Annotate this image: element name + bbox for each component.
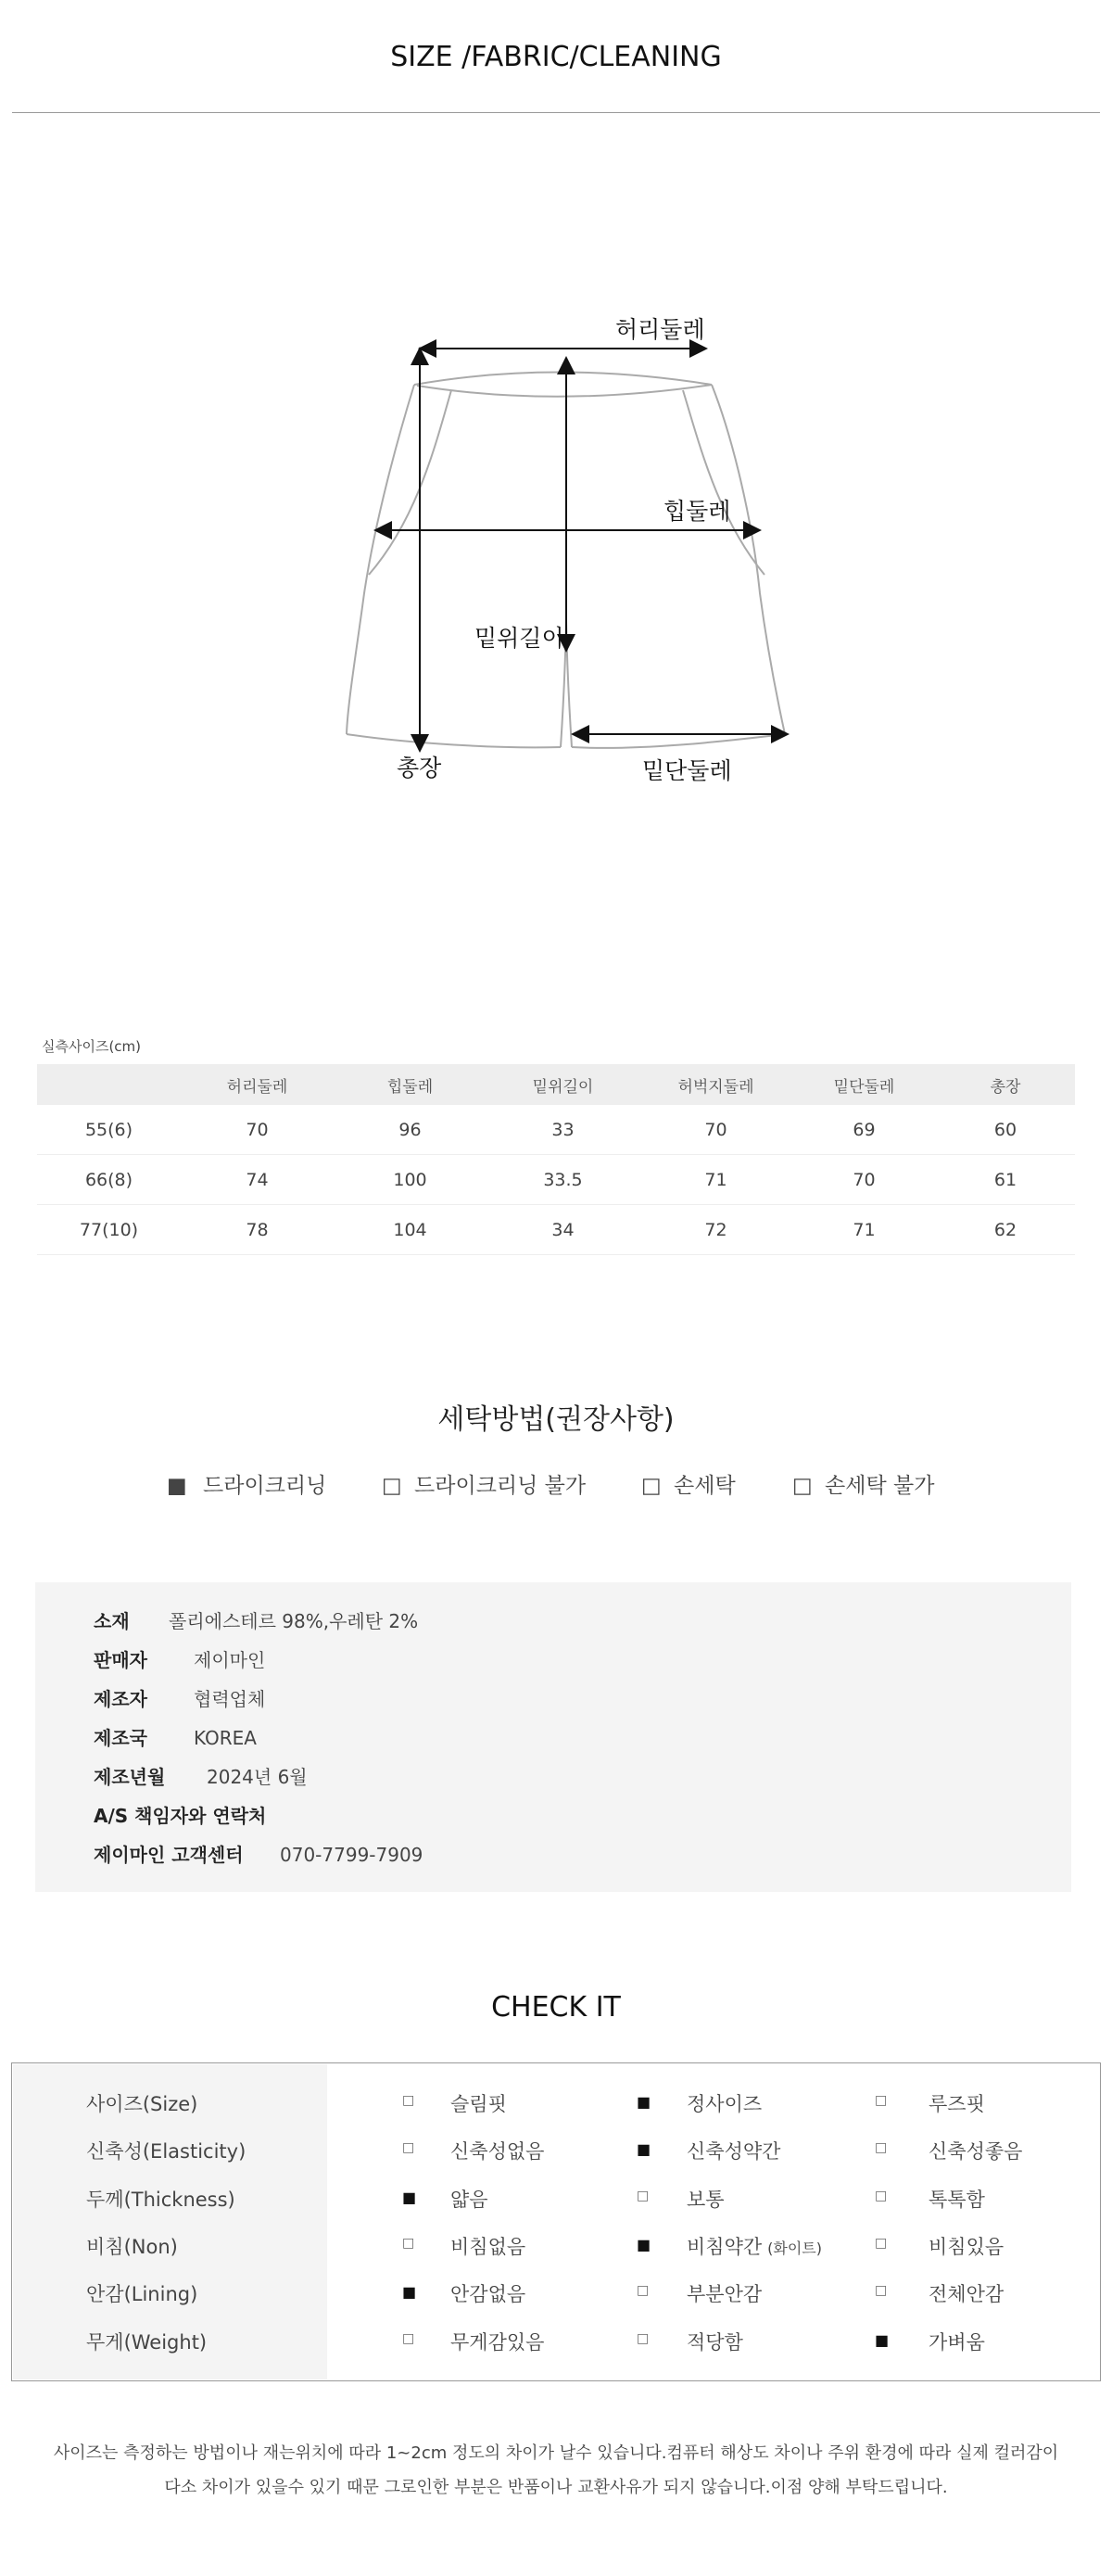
table-row [37, 1205, 1075, 1255]
checked-square-icon: ■ [167, 1474, 187, 1498]
empty-square-icon: □ [402, 2236, 415, 2251]
check-option-label: 슬림핏 [450, 2093, 507, 2115]
check-option-label: 가벼움 [929, 2331, 985, 2354]
check-row-label: 신축성(Elasticity) [86, 2140, 246, 2163]
empty-square-icon: □ [637, 2331, 650, 2346]
info-value: 070-7799-7909 [280, 1844, 423, 1866]
shorts-size-diagram [0, 278, 1112, 816]
info-label: 제조국 [94, 1727, 147, 1749]
info-label: 제조자 [94, 1688, 147, 1710]
check-option-label: 적당함 [687, 2331, 743, 2354]
check-option [450, 2137, 544, 2164]
check-option [687, 2279, 762, 2307]
info-value: KOREA [194, 1727, 257, 1749]
notice-line-1: 사이즈는 측정하는 방법이나 재는위치에 따라 1~2cm 정도의 차이가 날수 있습니다.컴퓨터 해상도 차이나 주위 환경에 따라 실제 컬러감이 [53, 2443, 1059, 2463]
value-cell: 62 [936, 1205, 1075, 1255]
check-option [687, 2328, 743, 2355]
info-seller [94, 1645, 265, 1672]
empty-square-icon: □ [875, 2093, 888, 2108]
total-length-label: 총장 [397, 755, 442, 781]
wash-option-dry-cleaning [167, 1468, 326, 1499]
header-cell: 총장 [936, 1064, 1075, 1105]
value-cell: 33.5 [486, 1155, 639, 1205]
check-row-label: 무게(Weight) [86, 2331, 208, 2354]
notice-line-2: 다소 차이가 있을수 있기 때문 그로인한 부분은 반품이나 교환사유가 되지 않습니다.이점 양해 부탁드립니다. [164, 2478, 948, 2497]
check-option-label: 비침없음 [450, 2236, 526, 2258]
washing-title: 세탁방법(권장사항) [437, 1403, 675, 1436]
checked-square-icon: ■ [637, 2093, 651, 2111]
check-option [687, 2137, 780, 2164]
checked-square-icon: ■ [637, 2140, 651, 2158]
value-cell: 96 [334, 1105, 486, 1155]
info-label: A/S 책임자와 연락처 [94, 1805, 267, 1827]
check-row-label: 두께(Thickness) [86, 2189, 235, 2211]
size-cell: 77(10) [37, 1205, 181, 1255]
hip-label: 힙둘레 [663, 498, 731, 525]
check-option [929, 2185, 985, 2213]
wash-option-no-hand-wash [792, 1468, 934, 1499]
size-cell: 55(6) [37, 1105, 181, 1155]
size-table [37, 1064, 1075, 1255]
wash-option-hand-wash [641, 1468, 736, 1499]
value-cell: 60 [936, 1105, 1075, 1155]
check-title: CHECK IT [491, 1991, 621, 2024]
size-cell: 66(8) [37, 1155, 181, 1205]
wash-option-label: 손세탁 [674, 1474, 736, 1498]
header-cell [37, 1064, 181, 1105]
header-divider [12, 112, 1100, 113]
empty-square-icon: □ [641, 1474, 662, 1498]
value-cell: 33 [486, 1105, 639, 1155]
check-option-label: 신축성약간 [687, 2140, 781, 2163]
header-cell: 허벅지둘레 [639, 1064, 792, 1105]
empty-square-icon: □ [402, 2140, 415, 2155]
check-option-label: 얇음 [450, 2189, 488, 2211]
value-cell: 104 [334, 1205, 486, 1255]
check-option [450, 2279, 525, 2307]
info-label: 판매자 [94, 1649, 147, 1671]
check-table [11, 2062, 1101, 2381]
info-customer-center [94, 1840, 423, 1867]
value-cell: 61 [936, 1155, 1075, 1205]
check-option [450, 2328, 544, 2355]
info-label: 제이마인 고객센터 [94, 1844, 244, 1866]
info-label: 소재 [94, 1610, 130, 1632]
check-option-label: 신축성없음 [450, 2140, 545, 2163]
info-value: 2024년 6월 [207, 1766, 308, 1788]
value-cell: 78 [181, 1205, 334, 1255]
info-country [94, 1723, 257, 1750]
check-option-label: 신축성좋음 [929, 2140, 1023, 2163]
empty-square-icon: □ [875, 2283, 888, 2298]
info-date [94, 1762, 308, 1789]
check-option-note: (화이트) [767, 2240, 823, 2257]
wash-option-label: 드라이크리닝 [203, 1474, 327, 1498]
value-cell: 71 [639, 1155, 792, 1205]
page-title: SIZE /FABRIC/CLEANING [390, 41, 722, 73]
value-cell: 34 [486, 1205, 639, 1255]
info-value: 제이마인 [194, 1649, 266, 1671]
checked-square-icon: ■ [875, 2331, 890, 2349]
value-cell: 72 [639, 1205, 792, 1255]
info-label: 제조년월 [94, 1766, 166, 1788]
value-cell: 70 [792, 1155, 936, 1205]
size-table-caption: 실측사이즈(cm) [42, 1038, 142, 1055]
check-option [929, 2279, 1004, 2307]
empty-square-icon: □ [637, 2283, 650, 2298]
value-cell: 74 [181, 1155, 334, 1205]
empty-square-icon: □ [402, 2331, 415, 2346]
empty-square-icon: □ [402, 2093, 415, 2108]
value-cell: 100 [334, 1155, 486, 1205]
check-option [929, 2089, 985, 2117]
check-option [687, 2185, 725, 2213]
check-option [450, 2232, 525, 2260]
hem-label: 밑단둘레 [642, 757, 732, 784]
check-option-label: 보통 [687, 2189, 725, 2211]
empty-square-icon: □ [875, 2140, 888, 2155]
empty-square-icon: □ [792, 1474, 813, 1498]
table-row [37, 1155, 1075, 1205]
product-info-box [35, 1582, 1071, 1892]
rise-label: 밑위길이 [474, 625, 564, 652]
check-option [929, 2328, 985, 2355]
check-option-label: 비침약간 [687, 2236, 763, 2258]
check-option [929, 2137, 1022, 2164]
empty-square-icon: □ [875, 2189, 888, 2203]
table-row [37, 1105, 1075, 1155]
waist-label: 허리둘레 [615, 316, 705, 343]
check-option [929, 2232, 1004, 2260]
header-cell: 허리둘레 [181, 1064, 334, 1105]
header-cell: 힙둘레 [334, 1064, 486, 1105]
check-option-label: 무게감있음 [450, 2331, 545, 2354]
check-row-label: 사이즈(Size) [86, 2093, 198, 2115]
check-row-label: 비침(Non) [86, 2236, 178, 2258]
header-cell: 밑단둘레 [792, 1064, 936, 1105]
check-option [687, 2089, 762, 2117]
info-maker [94, 1684, 265, 1711]
check-option-label: 정사이즈 [687, 2093, 763, 2115]
check-option [450, 2185, 488, 2213]
check-option-label: 전체안감 [929, 2283, 1005, 2305]
check-option [687, 2232, 822, 2260]
wash-option-label: 손세탁 불가 [825, 1474, 935, 1498]
info-value: 폴리에스테르 98%,우레탄 2% [169, 1610, 419, 1632]
info-value: 협력업체 [194, 1688, 266, 1710]
value-cell: 69 [792, 1105, 936, 1155]
empty-square-icon: □ [382, 1474, 402, 1498]
empty-square-icon: □ [637, 2189, 650, 2203]
check-row-label: 안감(Lining) [86, 2283, 198, 2305]
wash-option-label: 드라이크리닝 불가 [414, 1474, 587, 1498]
header-cell: 밑위길이 [486, 1064, 639, 1105]
checked-square-icon: ■ [402, 2283, 417, 2301]
value-cell: 71 [792, 1205, 936, 1255]
checked-square-icon: ■ [637, 2236, 651, 2253]
wash-option-no-dry-cleaning [382, 1468, 586, 1499]
empty-square-icon: □ [875, 2236, 888, 2251]
check-option-label: 부분안감 [687, 2283, 763, 2305]
check-option [450, 2089, 507, 2117]
info-material [94, 1606, 418, 1633]
value-cell: 70 [639, 1105, 792, 1155]
check-option-label: 톡톡함 [929, 2189, 985, 2211]
check-option-label: 안감없음 [450, 2283, 526, 2305]
value-cell: 70 [181, 1105, 334, 1155]
checked-square-icon: ■ [402, 2189, 417, 2206]
size-table-header [37, 1064, 1075, 1105]
check-option-label: 루즈핏 [929, 2093, 985, 2115]
check-option-label: 비침있음 [929, 2236, 1005, 2258]
info-as [94, 1801, 266, 1828]
